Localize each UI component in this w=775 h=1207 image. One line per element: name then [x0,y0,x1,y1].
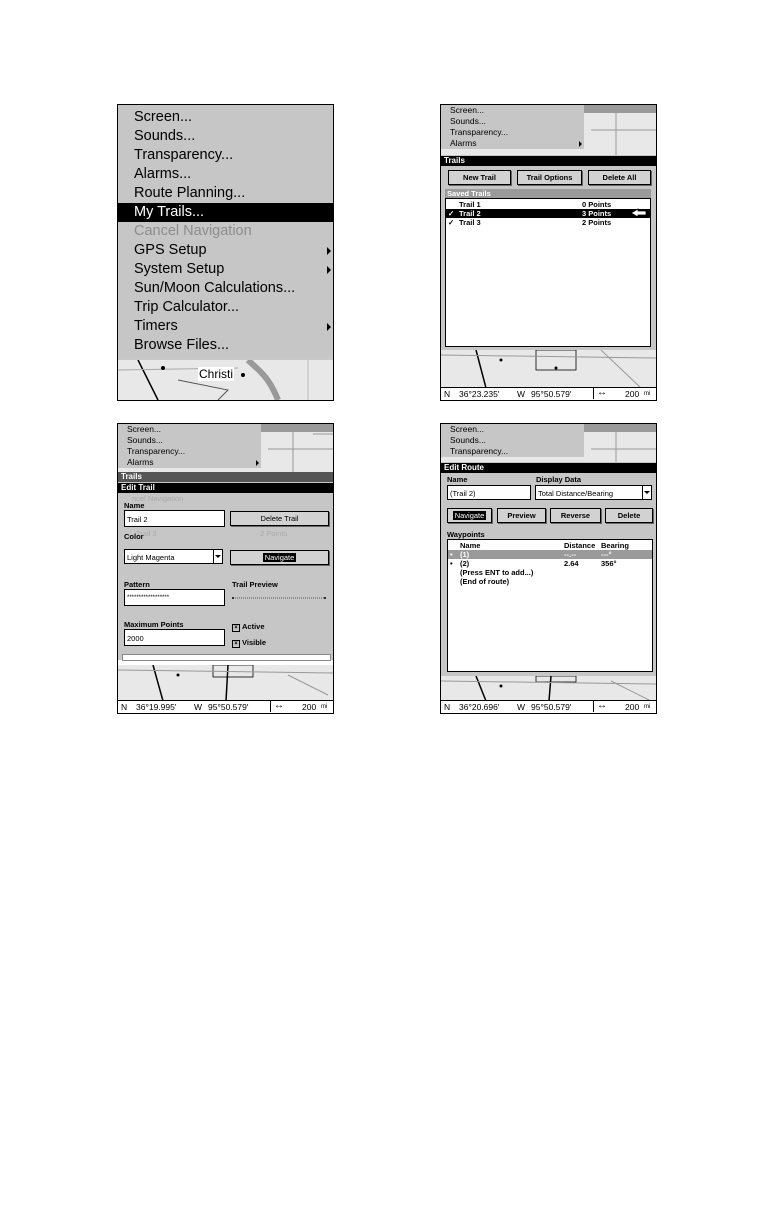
display-data-select[interactable]: Total Distance/Bearing [535,485,652,500]
menu-item-my-trails[interactable]: My Trails... [118,203,333,222]
menu-item-trip-calculator[interactable]: Trip Calculator... [134,299,240,315]
name-label: Name [124,501,145,510]
navigate-button[interactable]: Navigate [230,550,329,565]
menu-item-screen[interactable]: Screen... [450,105,485,115]
trails-list[interactable] [445,198,651,347]
ghost-text: ncel Navigation [132,494,184,503]
scale-readout: 200 [302,702,317,712]
menu-item-sun-moon[interactable]: Sun/Moon Calculations... [134,280,296,296]
preview-button[interactable]: Preview [497,508,546,523]
pattern-label: Pattern [124,580,150,589]
menu-item-route-planning[interactable]: Route Planning... [134,185,246,201]
map-graphic [441,676,656,701]
trail-name-field[interactable]: Trail 2 [124,510,225,527]
submenu-arrow-icon [579,141,582,147]
map-graphic [441,350,656,388]
longitude-readout: 95°50.579' [531,702,572,712]
menu-item-sounds[interactable]: Sounds... [134,128,196,144]
map-view-bottom[interactable] [441,350,656,388]
delete-all-button[interactable]: Delete All [588,170,651,185]
panel-edit-trail [117,423,334,714]
checkbox-checked-icon: × [232,640,240,648]
menu-item-transparency[interactable]: Transparency... [127,446,186,456]
max-points-label: Maximum Points [124,620,184,629]
menu-item-transparency[interactable]: Transparency... [134,147,234,163]
map-city-label: Christi [199,367,234,381]
dialog-title: Edit Route [441,463,656,473]
main-menu [118,105,333,357]
dropdown-arrow-icon [642,486,651,499]
name-label: Name [447,475,468,484]
menu-item-screen[interactable]: Screen... [127,424,162,434]
color-select[interactable]: Light Magenta [124,549,223,564]
max-points-field[interactable]: 2000 [124,629,225,646]
status-bar: N 36°19.995' W 95°50.579' ↔ 200 mi [118,700,333,713]
visible-checkbox[interactable]: × Visible [232,638,266,648]
delete-trail-button[interactable]: Delete Trail [230,511,329,526]
menu-item-screen[interactable]: Screen... [134,109,193,125]
menu-item-alarms[interactable]: Alarms [118,457,261,468]
menu-item-system-setup[interactable]: System Setup [118,260,333,279]
map-view[interactable] [118,360,333,400]
latitude-readout: 36°20.696' [459,702,500,712]
panel-trails [440,104,657,401]
scale-readout: 200 [625,702,640,712]
status-bar: N 36°20.696' W 95°50.579' ↔ 200 mi [441,700,656,713]
context-menu [441,424,584,457]
latitude-readout: 36°19.995' [136,702,177,712]
trails-dialog [441,155,656,350]
scale-readout: 200 [625,389,640,399]
saved-trails-header: Saved Trails [445,189,651,198]
edit-trail-dialog [118,472,333,660]
list-item[interactable]: (End of route) [460,577,510,586]
navigate-button[interactable]: Navigate [447,508,492,523]
color-label: Color [124,532,144,541]
longitude-readout: 95°50.579' [531,389,572,399]
ghost-text: 2 Points [260,529,288,538]
menu-item-sounds[interactable]: Sounds... [450,116,486,126]
scale-arrow-icon: ↔ [593,387,607,399]
longitude-readout: 95°50.579' [208,702,249,712]
list-item[interactable]: ✓ Trail 2 3 Points [446,209,650,218]
menu-item-browse-files[interactable]: Browse Files... [134,337,230,353]
submenu-arrow-icon [327,266,331,274]
list-item[interactable]: • (1) --.-- ---° [448,550,652,559]
edit-route-dialog [441,462,656,676]
waypoints-list[interactable] [447,539,653,672]
context-menu [118,424,261,468]
status-bar: N 36°23.235' W 95°50.579' ↔ 200 mi [441,387,656,400]
list-item[interactable]: Trail 1 0 Points [459,200,612,209]
menu-item-timers[interactable]: Timers [118,317,333,336]
trail-preview-label: Trail Preview [232,580,278,589]
route-name-field[interactable]: (Trail 2) [447,485,531,500]
menu-item-transparency[interactable]: Transparency... [450,446,509,456]
map-graphic [118,665,333,701]
context-menu [441,105,584,149]
menu-item-sounds[interactable]: Sounds... [127,435,163,445]
checkbox-checked-icon: × [232,624,240,632]
panel-edit-route [440,423,657,714]
latitude-readout: 36°23.235' [459,389,500,399]
submenu-arrow-icon [327,247,331,255]
dialog-title: Trails [441,156,656,166]
scale-arrow-icon: ↔ [593,700,607,712]
pattern-field[interactable]: ****************** [124,589,225,606]
dropdown-arrow-icon [213,550,222,563]
menu-item-cancel-navigation: Cancel Navigation [134,223,252,239]
trail-preview-graphic [231,589,327,605]
menu-item-screen[interactable]: Screen... [450,424,485,434]
list-item[interactable]: (Press ENT to add...) [460,568,534,577]
delete-button[interactable]: Delete [605,508,653,523]
dialog-title: Edit Trail [118,483,333,493]
submenu-arrow-icon [256,460,259,466]
map-view-bottom[interactable] [441,676,656,701]
menu-item-transparency[interactable]: Transparency... [450,127,509,137]
trails-title: Trails [118,472,333,482]
new-trail-button[interactable]: New Trail [448,170,511,185]
reverse-button[interactable]: Reverse [550,508,601,523]
list-item[interactable]: ✓ Trail 3 2 Points [448,218,612,227]
active-checkbox[interactable]: × Active [232,622,265,632]
submenu-arrow-icon [327,323,331,331]
waypoints-label: Waypoints [447,530,485,539]
menu-item-alarms[interactable]: Alarms... [134,166,192,182]
menu-item-alarms[interactable]: Alarms [441,138,584,149]
map-view-bottom[interactable] [118,665,333,701]
menu-item-gps-setup[interactable]: GPS Setup [118,241,333,260]
trail-options-button[interactable]: Trail Options [517,170,582,185]
menu-item-sounds[interactable]: Sounds... [450,435,486,445]
list-item[interactable]: • (2) 2.64 356° [450,559,617,568]
panel-main-menu [117,104,334,401]
ghost-text: Trail 3 [136,529,157,538]
list-header: Name Distance Bearing [460,541,629,550]
scale-arrow-icon: ↔ [270,700,284,712]
scrollbar[interactable] [122,654,331,661]
display-data-label: Display Data [536,475,582,484]
